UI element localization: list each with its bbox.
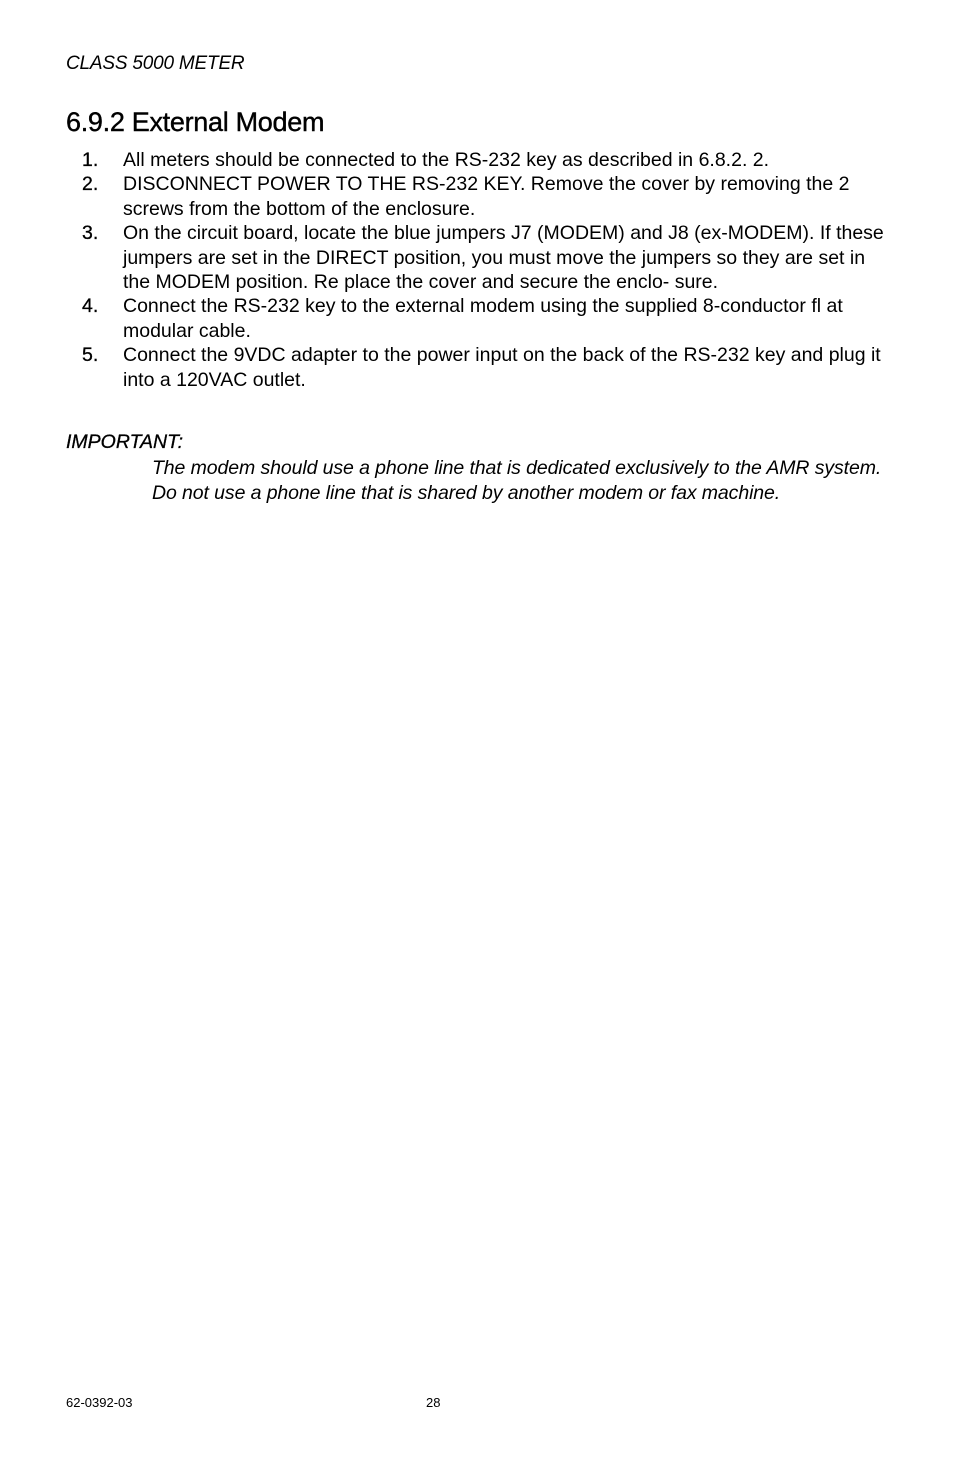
- step-number: 1.: [82, 149, 99, 171]
- step-text: Connect the 9VDC adapter to the power input on the back of the RS-232 key and plug it into a 120VAC outlet.: [123, 344, 881, 391]
- step-number: 5.: [82, 344, 99, 367]
- step-text: Connect the RS-232 key to the external modem using the supplied 8-conductor fl at modular cable.: [123, 295, 843, 342]
- step-text: On the circuit board, locate the blue jumpers J7 (MODEM) and J8 (ex-MODEM). If these jumpers are set in the DIRECT position, you must move the jumpers so they are set in the MODEM position. Re place the cover and secure the enclo- sure.: [123, 222, 884, 294]
- section-heading: 6.9.2 External Modem: [66, 107, 325, 137]
- important-note: The modem should use a phone line that is dedicated exclusively to the AMR system. Do not use a phone line that is shared by another modem or fax machine.: [152, 457, 882, 504]
- important-label: IMPORTANT:: [66, 431, 183, 453]
- running-header: CLASS 5000 METER: [66, 53, 245, 74]
- step-text: DISCONNECT POWER TO THE RS-232 KEY. Remove the cover by removing the 2 screws from the bottom of the enclosure.: [123, 173, 850, 220]
- list-item: [82, 221, 894, 294]
- footer-page-number: 28: [426, 1395, 441, 1410]
- list-item: [82, 148, 894, 172]
- list-item: [82, 343, 894, 392]
- step-text: All meters should be connected to the RS-232 key as described in 6.8.2. 2.: [123, 149, 770, 171]
- step-number: 2.: [82, 173, 99, 196]
- footer-doc-number: 62-0392-03: [66, 1395, 133, 1410]
- list-item: [82, 172, 894, 221]
- steps-list: [82, 148, 894, 392]
- step-number: 3.: [82, 222, 99, 245]
- list-item: [82, 294, 894, 343]
- step-number: 4.: [82, 295, 99, 318]
